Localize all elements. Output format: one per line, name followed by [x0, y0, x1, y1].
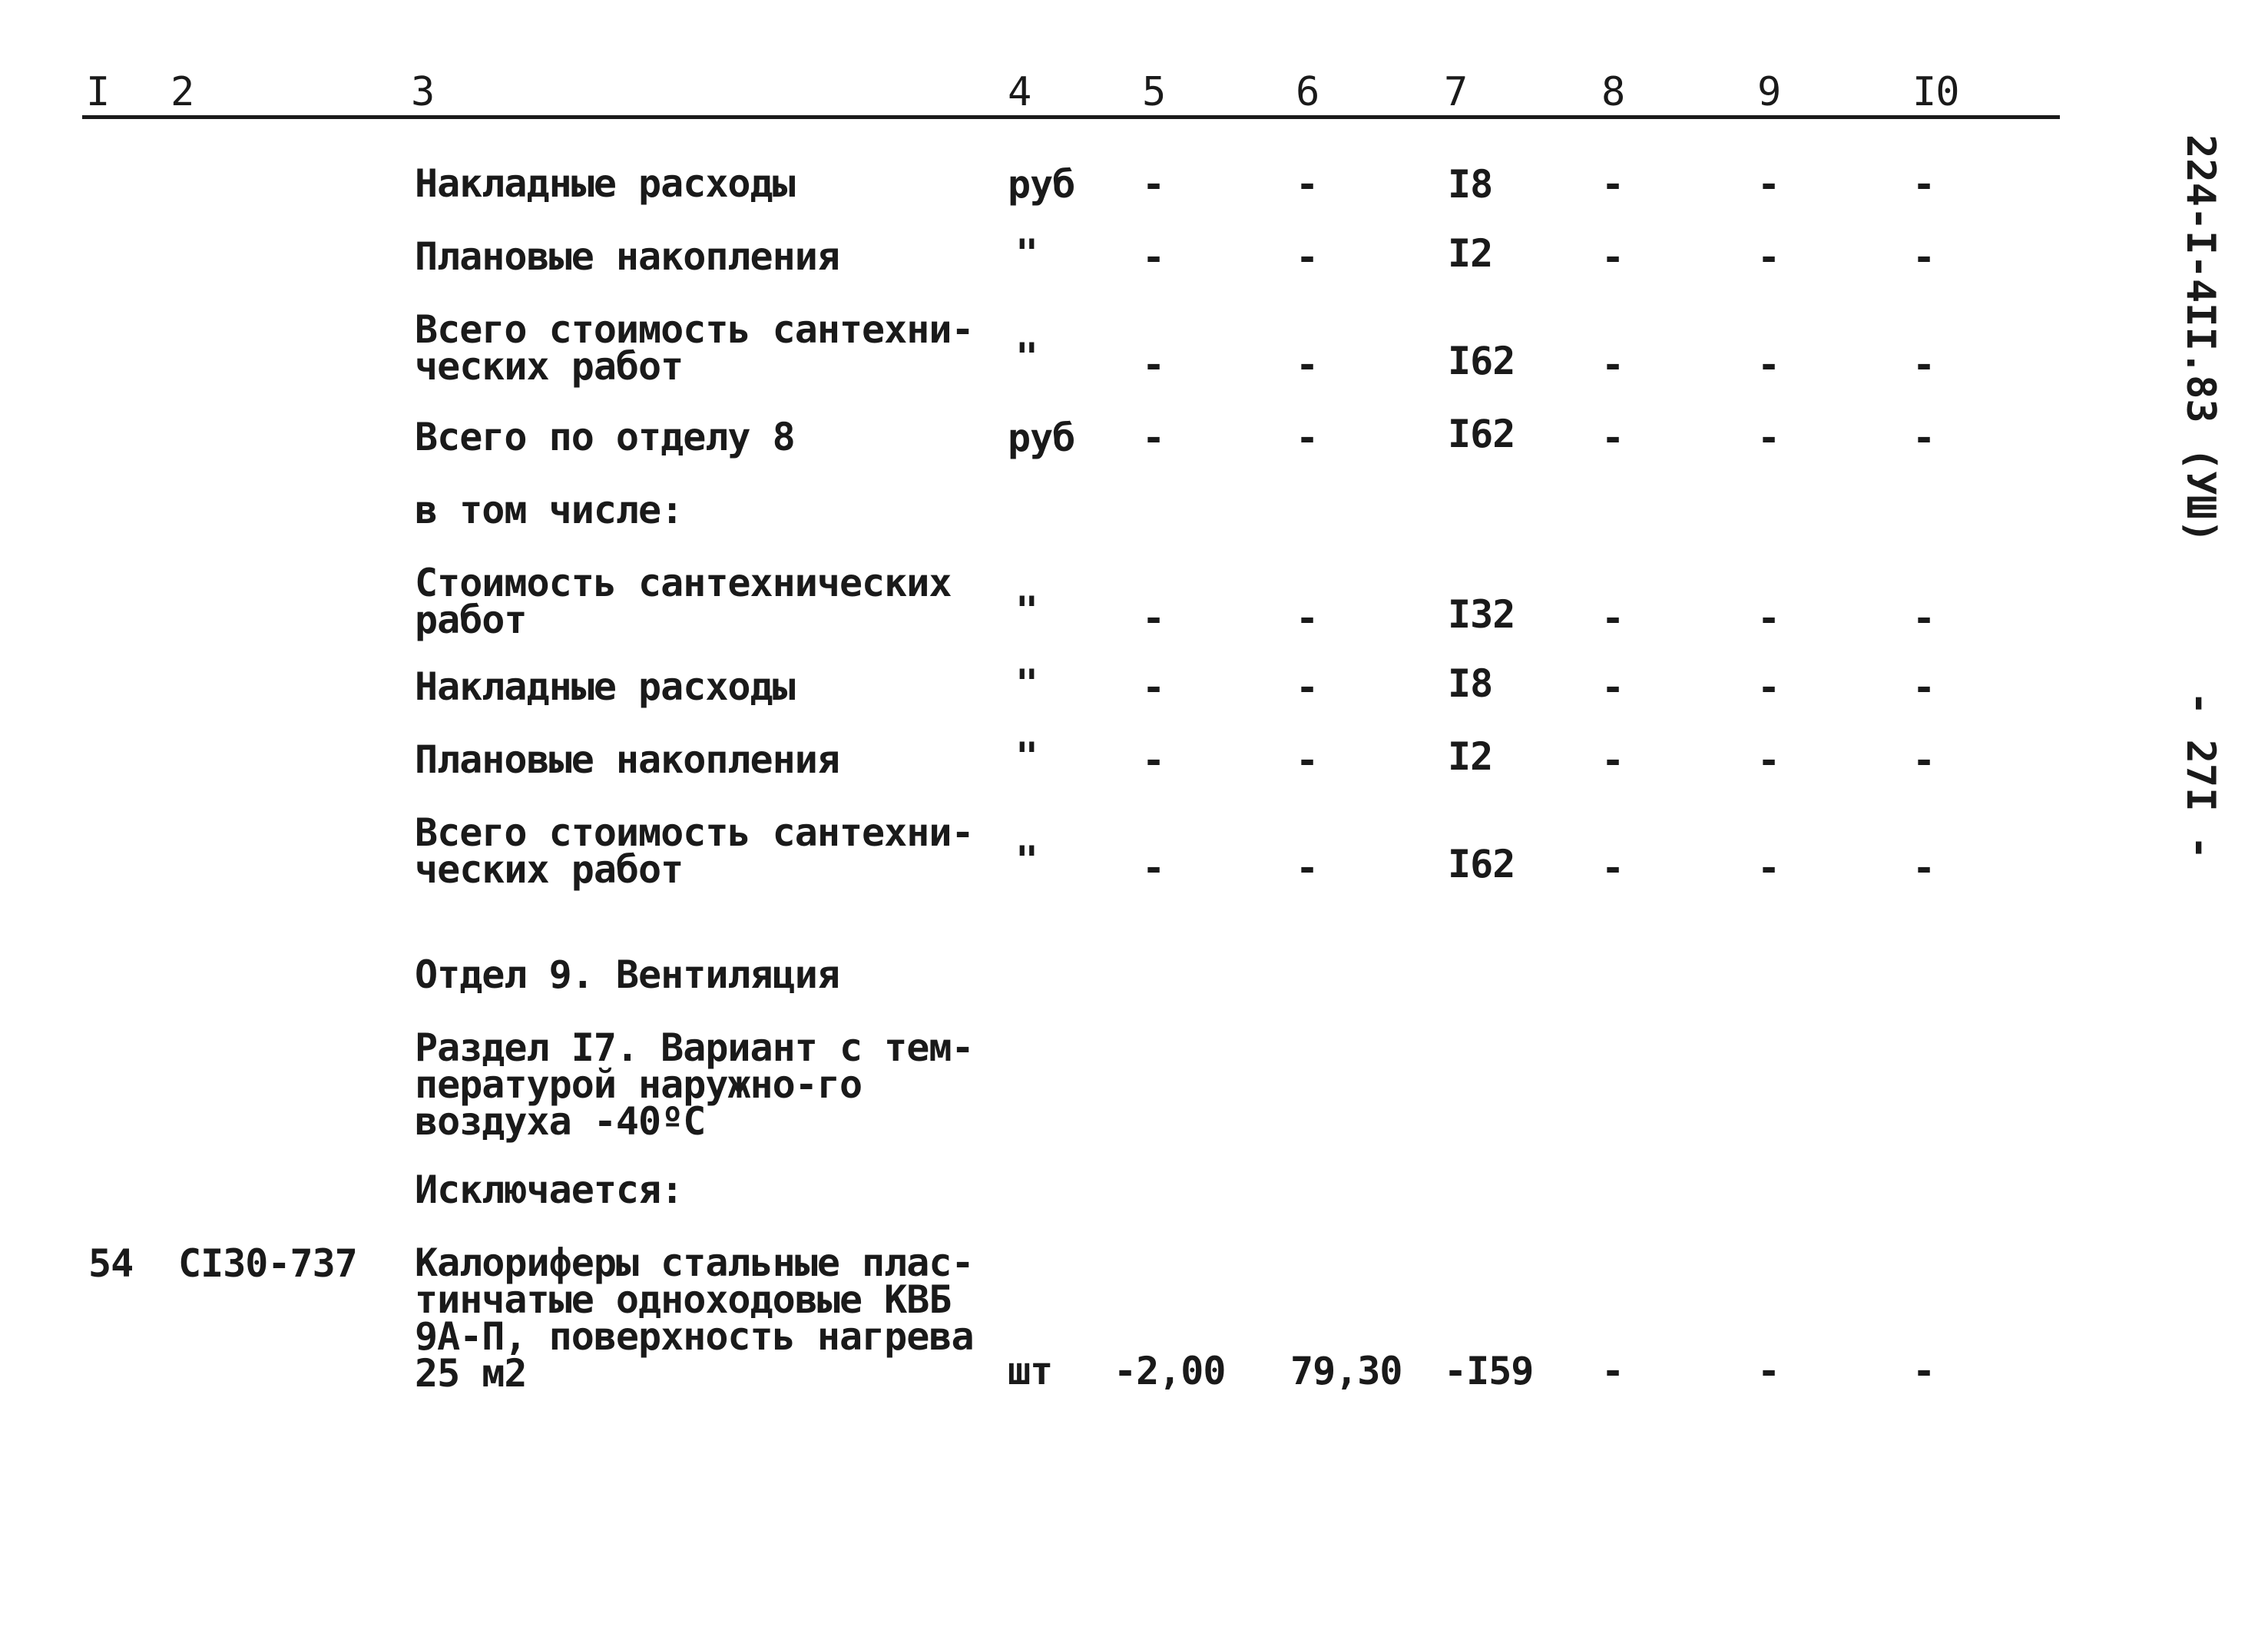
row-7-col7: I2: [1448, 734, 1493, 779]
col-header-5: 5: [1142, 69, 1166, 115]
row-7-col5: -: [1142, 738, 1165, 783]
page-number: - 27I -: [2177, 691, 2223, 860]
row-3-col10: -: [1912, 416, 1935, 460]
row-8-col5: -: [1142, 846, 1165, 890]
row-3-col9: -: [1757, 416, 1780, 460]
row-1-col5: -: [1142, 235, 1165, 280]
row-6-col5: -: [1142, 665, 1165, 710]
row-4-name: в том числе:: [415, 488, 684, 532]
row-5-col9: -: [1757, 596, 1780, 641]
row-6-col9: -: [1757, 665, 1780, 710]
row-1-col8: -: [1601, 235, 1624, 280]
row-1-col7: I2: [1448, 231, 1493, 276]
row-2-col8: -: [1601, 343, 1624, 387]
row-0-name: Накладные расходы: [415, 161, 795, 206]
row-3-col5: -: [1142, 416, 1165, 460]
row-12-num: 54: [88, 1241, 134, 1286]
row-3-col8: -: [1601, 416, 1624, 460]
row-5-col10: -: [1912, 596, 1935, 641]
col-header-7: 7: [1444, 69, 1468, 115]
row-12-col7: -I59: [1444, 1349, 1534, 1393]
subsection-heading: Раздел I7. Вариант с тем-пературой наружно-го воздуха -40ºС: [415, 1025, 974, 1144]
col-header-6: 6: [1296, 69, 1319, 115]
row-1-col6: -: [1296, 235, 1319, 280]
row-6-col8: -: [1601, 665, 1624, 710]
row-5-col8: -: [1601, 596, 1624, 641]
col-header-1: I: [86, 69, 110, 115]
row-0-col8: -: [1601, 162, 1624, 207]
row-12-code: CI30-737: [178, 1241, 357, 1286]
row-12-col8: -: [1601, 1349, 1624, 1393]
row-0-col7: I8: [1448, 162, 1493, 207]
row-2-col6: -: [1296, 343, 1319, 387]
row-2-col7: I62: [1448, 339, 1515, 383]
col-header-2: 2: [171, 69, 194, 115]
row-7-name: Плановые накопления: [415, 737, 839, 782]
col-header-10: I0: [1912, 69, 1959, 115]
row-6-col6: -: [1296, 665, 1319, 710]
row-8-name: Всего стоимость сантехни-ческих работ: [415, 810, 974, 892]
row-0-col10: -: [1912, 162, 1935, 207]
row-0-unit: руб: [1008, 162, 1075, 207]
row-5-name: Стоимость сантехнических работ: [415, 561, 952, 642]
row-7-col6: -: [1296, 738, 1319, 783]
row-5-unit: ": [1015, 588, 1038, 633]
row-8-col8: -: [1601, 846, 1624, 890]
row-6-name: Накладные расходы: [415, 664, 795, 709]
section-heading: Отдел 9. Вентиляция: [415, 952, 839, 997]
col-header-4: 4: [1008, 69, 1031, 115]
row-8-unit: ": [1015, 838, 1038, 883]
row-12-col5: -2,00: [1114, 1349, 1226, 1393]
row-2-col5: -: [1142, 343, 1165, 387]
row-7-col10: -: [1912, 738, 1935, 783]
row-12-name: Калориферы стальные плас-тинчатые одноходовые КВБ 9А-П, поверхность нагрева 25 м2: [415, 1240, 974, 1396]
row-12-col9: -: [1757, 1349, 1780, 1393]
row-0-col6: -: [1296, 162, 1319, 207]
row-6-col10: -: [1912, 665, 1935, 710]
row-12-col10: -: [1912, 1349, 1935, 1393]
row-3-col7: I62: [1448, 412, 1515, 456]
excluded-label: Исключается:: [415, 1168, 684, 1212]
col-header-3: 3: [411, 69, 435, 115]
row-12-col6: 79,30: [1290, 1349, 1402, 1393]
row-7-col8: -: [1601, 738, 1624, 783]
row-12-unit: шт: [1008, 1349, 1053, 1393]
row-1-unit: ": [1015, 231, 1038, 276]
row-2-name: Всего стоимость сантехни-ческих работ: [415, 307, 974, 389]
row-2-col9: -: [1757, 343, 1780, 387]
row-8-col9: -: [1757, 846, 1780, 890]
row-8-col10: -: [1912, 846, 1935, 890]
row-2-col10: -: [1912, 343, 1935, 387]
row-5-col6: -: [1296, 596, 1319, 641]
document-code: 224-I-4II.83 (УШ): [2177, 134, 2223, 544]
row-3-unit: руб: [1008, 416, 1075, 460]
row-8-col6: -: [1296, 846, 1319, 890]
row-0-col9: -: [1757, 162, 1780, 207]
row-1-name: Плановые накопления: [415, 234, 839, 279]
row-6-col7: I8: [1448, 661, 1493, 706]
row-2-unit: ": [1015, 335, 1038, 379]
row-0-col5: -: [1142, 162, 1165, 207]
row-5-col5: -: [1142, 596, 1165, 641]
col-header-8: 8: [1601, 69, 1625, 115]
row-7-unit: ": [1015, 734, 1038, 779]
row-8-col7: I62: [1448, 842, 1515, 886]
header-rule: [82, 115, 2060, 119]
col-header-9: 9: [1757, 69, 1781, 115]
row-1-col9: -: [1757, 235, 1780, 280]
row-1-col10: -: [1912, 235, 1935, 280]
row-3-name: Всего по отделу 8: [415, 415, 795, 459]
row-3-col6: -: [1296, 416, 1319, 460]
row-6-unit: ": [1015, 661, 1038, 706]
row-7-col9: -: [1757, 738, 1780, 783]
row-5-col7: I32: [1448, 592, 1515, 637]
